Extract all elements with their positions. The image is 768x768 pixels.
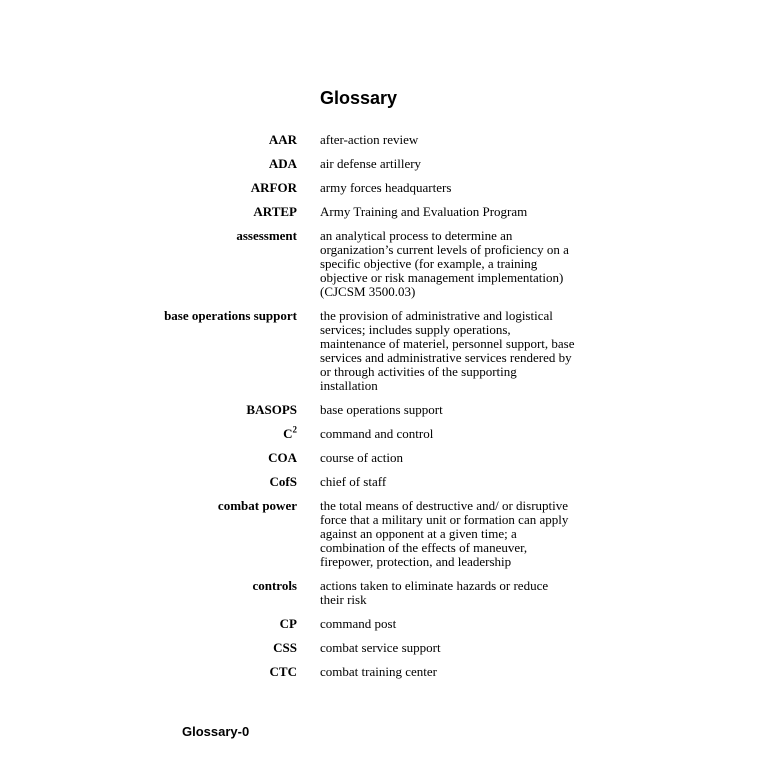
glossary-term: base operations support: [164, 308, 297, 323]
glossary-entry-assessment: [0, 229, 768, 299]
glossary-definition: Army Training and Evaluation Program: [320, 204, 528, 219]
glossary-definition: army forces headquarters: [320, 180, 452, 195]
glossary-definition: actions taken to eliminate hazards or reduce their risk: [320, 578, 549, 607]
glossary-term: AAR: [268, 132, 297, 147]
glossary-term: CTC: [269, 664, 297, 679]
glossary-definition: base operations support: [320, 402, 443, 417]
glossary-term-base: C: [283, 426, 293, 441]
glossary-entry-cofs: [0, 475, 768, 489]
glossary-definition: air defense artillery: [320, 156, 422, 171]
glossary-term: combat power: [217, 498, 297, 513]
glossary-term: ARTEP: [253, 204, 297, 219]
glossary-term: assessment: [236, 228, 297, 243]
glossary-entry-controls: [0, 579, 768, 607]
glossary-entry-ctc: [0, 665, 768, 679]
glossary-definition: combat training center: [320, 664, 437, 679]
glossary-entry-cp: [0, 617, 768, 631]
glossary-definition: after-action review: [320, 132, 419, 147]
glossary-definition: combat service support: [320, 640, 441, 655]
glossary-term-superscript: 2: [292, 424, 297, 435]
glossary-term: CofS: [269, 474, 297, 489]
page-footer: Glossary-0: [182, 724, 250, 739]
glossary-entry-arfor: [0, 181, 768, 195]
glossary-term: [137, 424, 297, 441]
glossary-term: controls: [252, 578, 297, 593]
glossary-list: [0, 133, 768, 689]
glossary-entry-base-operations-support: [0, 309, 768, 393]
glossary-entry-coa: [0, 451, 768, 465]
glossary-entry-c2: [0, 424, 768, 441]
glossary-term: CSS: [273, 640, 297, 655]
glossary-term: COA: [268, 450, 297, 465]
page-title: Glossary: [320, 88, 398, 108]
glossary-definition: command and control: [320, 426, 434, 441]
glossary-definition: the total means of destructive and/ or disruptive force that a military unit or formation can apply against an opponent at a given time; a combination of the effects of maneuver, firepower, protection, and leadership: [320, 498, 569, 569]
glossary-entry-basops: [0, 403, 768, 417]
glossary-term: ARFOR: [250, 180, 297, 195]
glossary-definition: the provision of administrative and logistical services; includes supply operations, maintenance of materiel, personnel support, base services and administrative services rendered by or through activities of the supporting installation: [320, 308, 575, 393]
glossary-definition: an analytical process to determine an organization’s current levels of proficiency on a specific objective (for example, a training objective or risk management implementation) (CJCSM 3500.03): [320, 228, 569, 299]
glossary-entry-aar: [0, 133, 768, 147]
glossary-term: BASOPS: [246, 402, 297, 417]
glossary-term: ADA: [268, 156, 297, 171]
glossary-definition: command post: [320, 616, 397, 631]
glossary-entry-combat-power: [0, 499, 768, 569]
glossary-entry-artep: [0, 205, 768, 219]
glossary-definition: chief of staff: [320, 474, 387, 489]
glossary-term: CP: [279, 616, 297, 631]
glossary-entry-ada: [0, 157, 768, 171]
glossary-definition: course of action: [320, 450, 404, 465]
glossary-entry-css: [0, 641, 768, 655]
